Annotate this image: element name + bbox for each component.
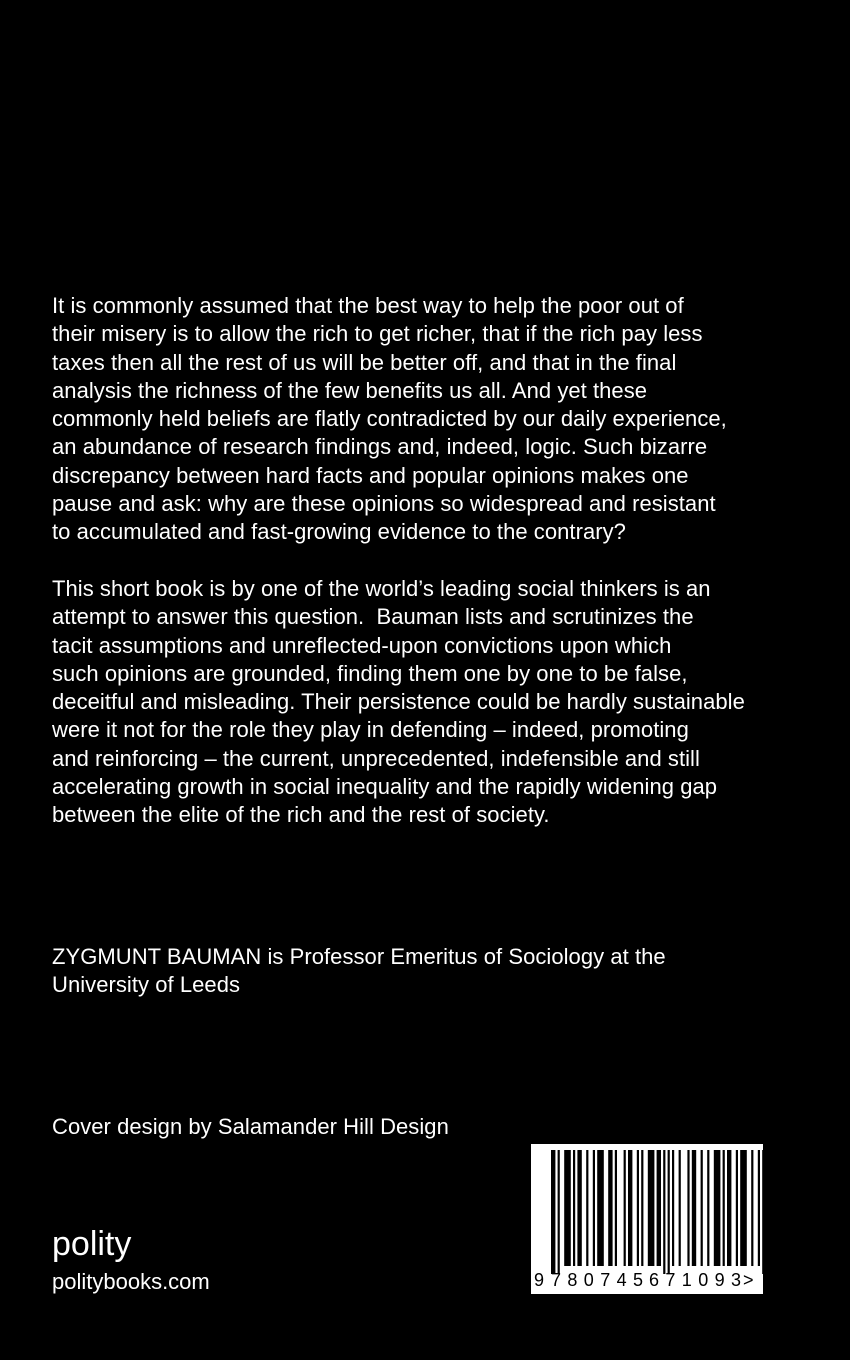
barcode-bar bbox=[762, 1150, 763, 1274]
blurb-line: to accumulated and fast-growing evidence to the contrary? bbox=[52, 519, 626, 545]
barcode-bar bbox=[564, 1150, 571, 1266]
blurb-line: an abundance of research findings and, indeed, logic. Such bizarre bbox=[52, 434, 708, 460]
author-bio bbox=[52, 943, 792, 1000]
barcode-bar bbox=[672, 1150, 674, 1266]
barcode-bar bbox=[692, 1150, 696, 1266]
isbn-digits-left: 780745 bbox=[551, 1270, 643, 1290]
isbn-digit-prefix: 9 bbox=[534, 1270, 545, 1290]
barcode-bar bbox=[758, 1150, 760, 1266]
blurb-paragraph-2 bbox=[52, 575, 792, 830]
blurb-line: It is commonly assumed that the best way to help the poor out of bbox=[52, 293, 684, 318]
barcode-bars bbox=[551, 1150, 763, 1274]
barcode-bar bbox=[597, 1150, 604, 1266]
blurb-line: accelerating growth in social inequality and the rapidly widening gap bbox=[52, 774, 718, 800]
barcode-bar bbox=[751, 1150, 753, 1266]
blurb-line: taxes then all the rest of us will be better off, and that in the final bbox=[52, 349, 677, 375]
barcode-bar bbox=[648, 1150, 655, 1266]
barcode-bar bbox=[701, 1150, 703, 1266]
author-bio-line: University of Leeds bbox=[52, 972, 241, 998]
publisher-url: politybooks.com bbox=[52, 1269, 210, 1294]
isbn-digits-right: 671093 bbox=[649, 1270, 741, 1290]
blurb-line: and reinforcing – the current, unprecedented, indefensible and still bbox=[52, 745, 700, 771]
barcode-bar bbox=[637, 1150, 639, 1266]
blurb-line: were it not for the role they play in defending – indeed, promoting bbox=[52, 717, 689, 743]
barcode-bar bbox=[679, 1150, 681, 1266]
barcode-bar bbox=[740, 1150, 747, 1266]
barcode-bar bbox=[551, 1150, 555, 1274]
barcode-bar bbox=[723, 1150, 725, 1266]
blurb-paragraph-1 bbox=[52, 292, 792, 547]
barcode-bar bbox=[663, 1150, 665, 1274]
blurb-line: This short book is by one of the world’s leading social thinkers is an bbox=[52, 576, 711, 601]
blurb-line: tacit assumptions and unreflected-upon convictions upon which bbox=[52, 632, 672, 658]
barcode-bar bbox=[707, 1150, 709, 1266]
author-bio-line: ZYGMUNT BAUMAN is Professor Emeritus of Sociology at the bbox=[52, 944, 666, 969]
blurb-line: their misery is to allow the rich to get richer, that if the rich pay less bbox=[52, 321, 703, 347]
barcode-bar bbox=[727, 1150, 731, 1266]
barcode-bar bbox=[615, 1150, 617, 1266]
barcode-bar bbox=[714, 1150, 721, 1266]
barcode-bar bbox=[657, 1150, 661, 1266]
barcode-bar bbox=[687, 1150, 689, 1266]
barcode-bar bbox=[641, 1150, 643, 1266]
blurb-line: pause and ask: why are these opinions so widespread and resistant bbox=[52, 491, 716, 517]
barcode-bar bbox=[628, 1150, 632, 1266]
blurb-line: discrepancy between hard facts and popular opinions makes one bbox=[52, 462, 689, 488]
barcode-bar bbox=[586, 1150, 588, 1266]
barcode-bar bbox=[624, 1150, 626, 1266]
barcode-bar bbox=[593, 1150, 595, 1266]
barcode-digits bbox=[534, 1270, 754, 1290]
publisher-logo: polity bbox=[52, 1225, 132, 1263]
cover-design-credit: Cover design by Salamander Hill Design bbox=[52, 1114, 449, 1139]
blurb-line: analysis the richness of the few benefits us all. And yet these bbox=[52, 377, 648, 403]
barcode-bar bbox=[668, 1150, 670, 1274]
blurb-line: such opinions are grounded, finding them one by one to be false, bbox=[52, 660, 688, 686]
barcode-bar bbox=[573, 1150, 575, 1266]
barcode-quiet-zone-marker: > bbox=[743, 1270, 754, 1290]
barcode-bar bbox=[558, 1150, 560, 1274]
barcode-bar bbox=[577, 1150, 581, 1266]
isbn-barcode bbox=[531, 1144, 763, 1294]
blurb-line: attempt to answer this question. Bauman lists and scrutinizes the bbox=[52, 604, 694, 630]
blurb-line: deceitful and misleading. Their persistence could be hardly sustainable bbox=[52, 689, 745, 715]
blurb-line: between the elite of the rich and the rest of society. bbox=[52, 802, 550, 828]
blurb-line: commonly held beliefs are flatly contradicted by our daily experience, bbox=[52, 406, 727, 432]
barcode-bar bbox=[736, 1150, 738, 1266]
barcode-bar bbox=[608, 1150, 612, 1266]
